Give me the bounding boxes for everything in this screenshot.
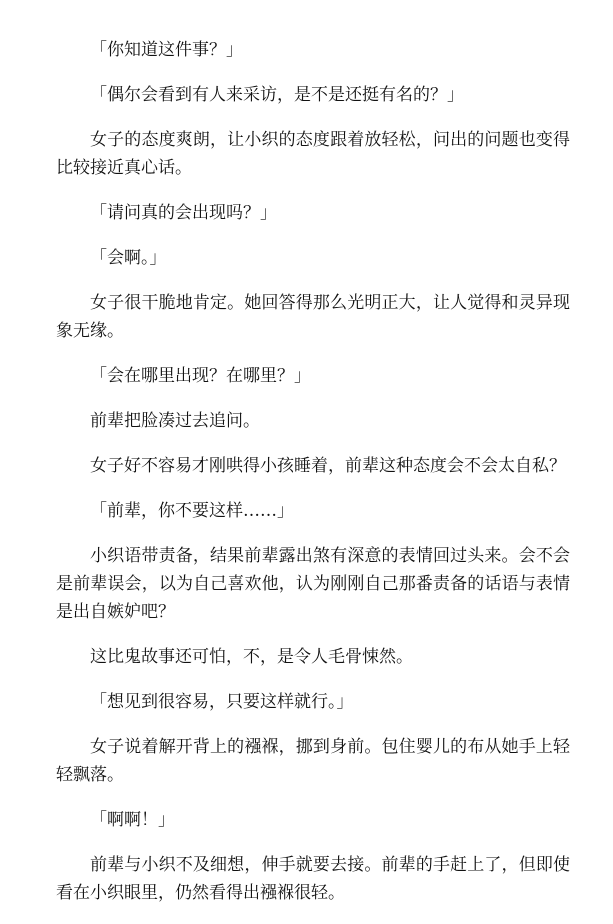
paragraph: 「会在哪里出现？在哪里？」	[90, 366, 311, 386]
paragraph: 「啊啊！」	[90, 810, 175, 830]
page-text	[56, 36, 570, 924]
paragraph: 「会啊。」	[90, 248, 167, 268]
paragraph: 女子的态度爽朗，让小织的态度跟着放轻松，问出的问题也变得比较接近真心话。	[56, 130, 570, 178]
paragraph: 女子好不容易才刚哄得小孩睡着，前辈这种态度会不会太自私？	[90, 456, 566, 476]
paragraph: 「想见到很容易，只要这样就行。」	[90, 692, 354, 712]
paragraph: 前辈与小织不及细想，伸手就要去接。前辈的手赶上了，但即使看在小织眼里，仍然看得出襁褓很轻。	[56, 855, 570, 903]
paragraph: 女子说着解开背上的襁褓，挪到身前。包住婴儿的布从她手上轻轻飘落。	[56, 737, 570, 785]
paragraph: 「前辈，你不要这样……」	[90, 501, 294, 521]
paragraph: 小织语带责备，结果前辈露出煞有深意的表情回过头来。会不会是前辈误会，以为自己喜欢他，认为刚刚自己那番责备的话语与表情是出自嫉妒吧？	[56, 546, 570, 622]
paragraph: 这比鬼故事还可怕，不，是令人毛骨悚然。	[90, 647, 413, 667]
paragraph: 「请问真的会出现吗？」	[90, 203, 277, 223]
paragraph: 女子很干脆地肯定。她回答得那么光明正大，让人觉得和灵异现象无缘。	[56, 293, 570, 341]
paragraph: 「偶尔会看到有人来采访，是不是还挺有名的？」	[90, 85, 464, 105]
paragraph: 前辈把脸凑过去追问。	[90, 411, 260, 431]
paragraph: 「你知道这件事？」	[90, 40, 243, 60]
